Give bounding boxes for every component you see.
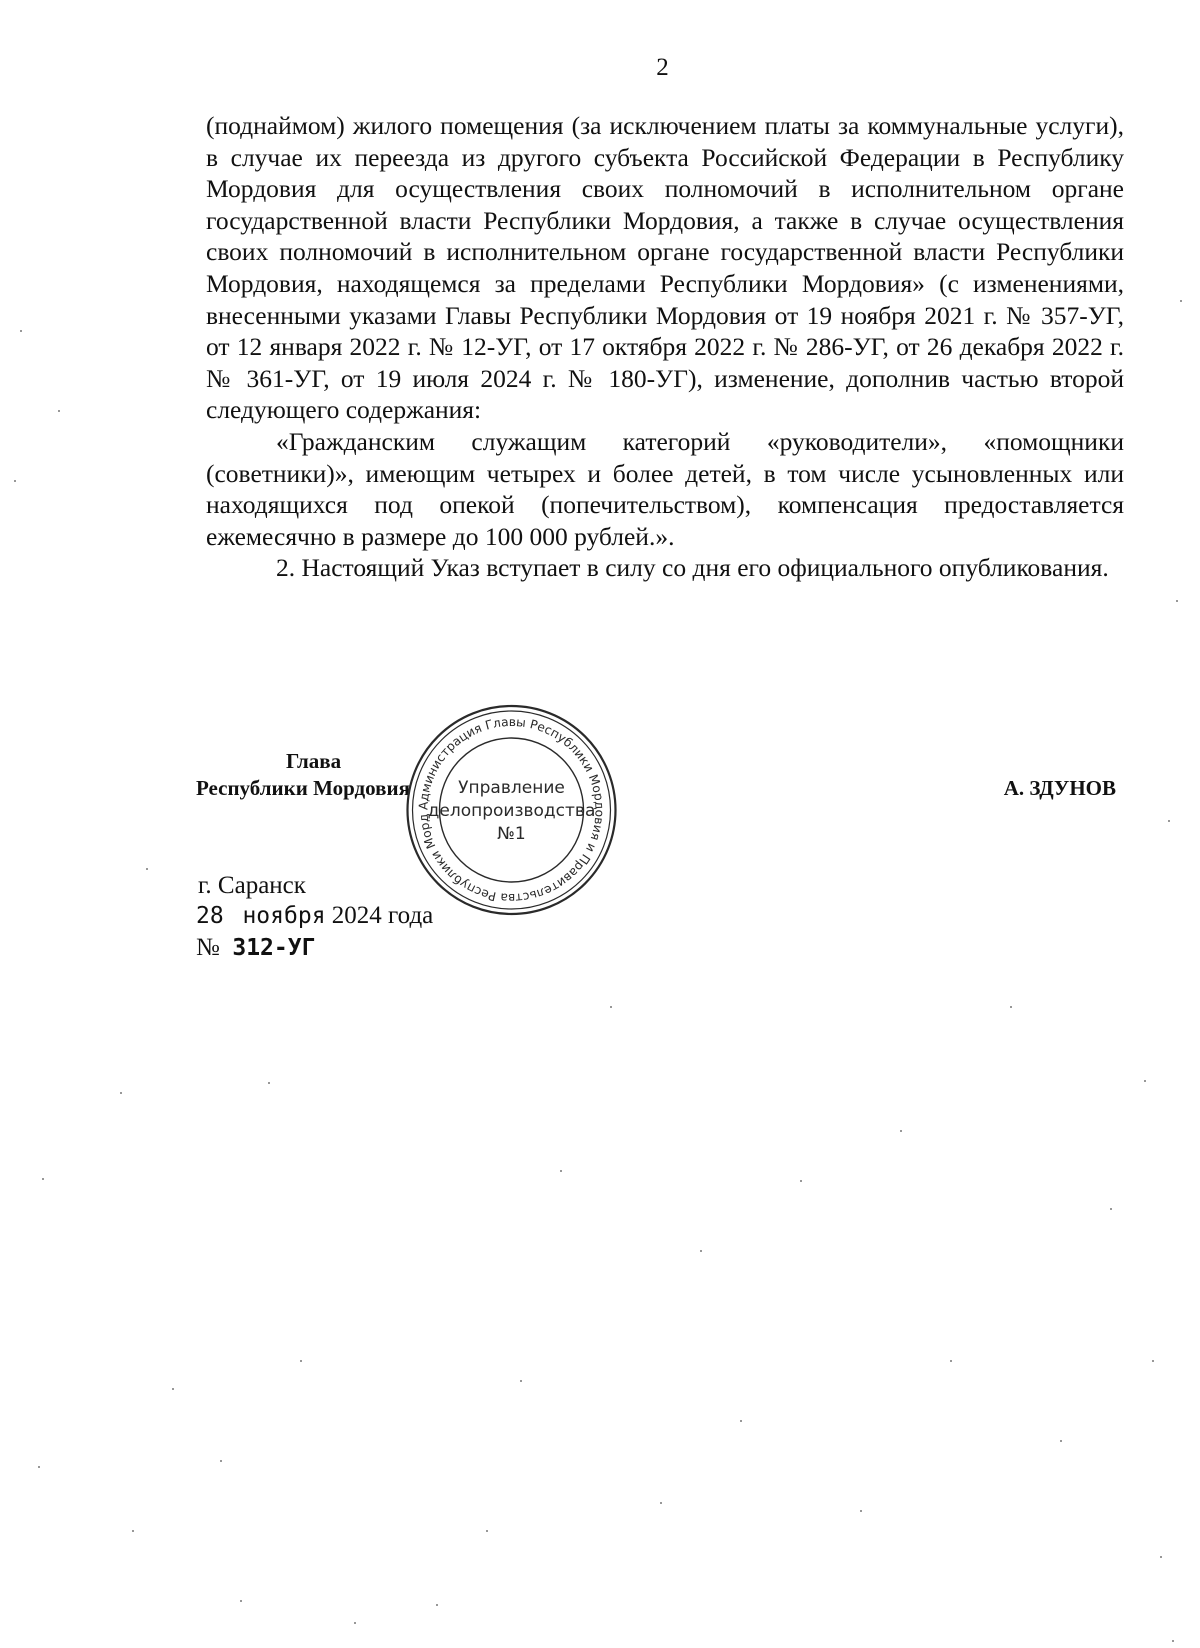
page-number: 2 bbox=[656, 54, 669, 81]
scan-speck bbox=[610, 1006, 612, 1008]
stamp-center-line3: №1 bbox=[497, 824, 526, 844]
scan-speck bbox=[900, 1130, 902, 1132]
scan-speck bbox=[1110, 1208, 1112, 1210]
decree-body bbox=[206, 110, 1124, 584]
place-of-signing: г. Саранск bbox=[198, 872, 306, 899]
scan-speck bbox=[1172, 1640, 1174, 1642]
scan-speck bbox=[860, 1510, 862, 1512]
decree-number bbox=[196, 934, 315, 962]
scan-speck bbox=[220, 1460, 222, 1462]
scan-speck bbox=[1152, 1360, 1154, 1362]
scan-speck bbox=[58, 410, 60, 412]
scan-speck bbox=[172, 1388, 174, 1390]
scan-speck bbox=[1180, 300, 1182, 302]
scan-speck bbox=[1060, 1440, 1062, 1442]
scan-speck bbox=[740, 1420, 742, 1422]
scan-speck bbox=[120, 1092, 122, 1094]
scan-speck bbox=[1010, 1006, 1012, 1008]
scan-speck bbox=[42, 1178, 44, 1180]
scan-speck bbox=[950, 1360, 952, 1362]
signing-date bbox=[196, 902, 433, 930]
scan-speck bbox=[14, 480, 16, 482]
scan-speck bbox=[300, 1360, 302, 1362]
scan-speck bbox=[146, 868, 148, 870]
scan-speck bbox=[1168, 820, 1170, 822]
scan-speck bbox=[268, 1082, 270, 1084]
stamp-center-line1: Управление bbox=[458, 778, 565, 798]
signatory-title-line2: Республики Мордовия bbox=[196, 776, 410, 800]
stamp-ring-text: Администрация Главы Республики Мордовия и Правительства Республики Морд bbox=[416, 714, 607, 906]
scan-speck bbox=[486, 1530, 488, 1532]
paragraph-quoted-amendment: «Гражданским служащим категорий «руководители», «помощники (советники)», имеющим четырех и более детей, в том числе усыновленных или находящихся под опекой (попечительством), компенсация предоставляется ежемесячно в размере до 100 000 рублей.». bbox=[206, 426, 1124, 551]
scan-speck bbox=[800, 1180, 802, 1182]
scan-speck bbox=[700, 1250, 702, 1252]
date-year: 2024 года bbox=[331, 902, 434, 929]
scan-speck bbox=[560, 1170, 562, 1172]
number-sign: № bbox=[196, 934, 220, 961]
scan-speck bbox=[660, 1502, 662, 1504]
scan-speck bbox=[240, 1600, 242, 1602]
scan-speck bbox=[436, 1604, 438, 1606]
scan-speck bbox=[1144, 1080, 1146, 1082]
scan-speck bbox=[354, 1622, 356, 1624]
date-day: 28 bbox=[196, 903, 224, 929]
scan-speck bbox=[1176, 600, 1178, 602]
scan-speck bbox=[1160, 1556, 1162, 1558]
stamp-center-line2: делопроизводства bbox=[427, 801, 596, 821]
official-stamp bbox=[404, 703, 619, 917]
scan-speck bbox=[520, 1380, 522, 1382]
number-value: 312-УГ bbox=[232, 935, 316, 961]
paragraph-continuation: (поднаймом) жилого помещения (за исключением платы за коммунальные услуги), в случае их переезда из другого субъекта Российской Федерации в Республику Мордовия для осуществления своих полномочий в исполнительном органе государственной власти Республики Мордовия, а также в случае осуществления своих полномочий в исполнительном органе государственной власти Республики Мордовия, находящемся за пределами Республики Мордовия» (с изменениями, внесенными указами Главы Республики Мордовия от 19 ноября 2021 г. № 357-УГ, от 12 января 2022 г. № 12-УГ, от 17 октября 2022 г. № 286-УГ, от 26 декабря 2022 г. № 361-УГ, от 19 июля 2024 г. № 180-УГ), изменение, дополнив частью второй следующего содержания: bbox=[206, 111, 1124, 425]
signatory-title-line1: Глава bbox=[286, 749, 342, 773]
signatory-name: А. ЗДУНОВ bbox=[1003, 776, 1116, 800]
date-month: ноября bbox=[242, 903, 326, 929]
scan-speck bbox=[38, 1466, 40, 1468]
scan-speck bbox=[20, 330, 22, 332]
scan-speck bbox=[132, 1530, 134, 1532]
paragraph-entry-into-force: 2. Настоящий Указ вступает в силу со дня его официального опубликования. bbox=[276, 553, 1109, 583]
